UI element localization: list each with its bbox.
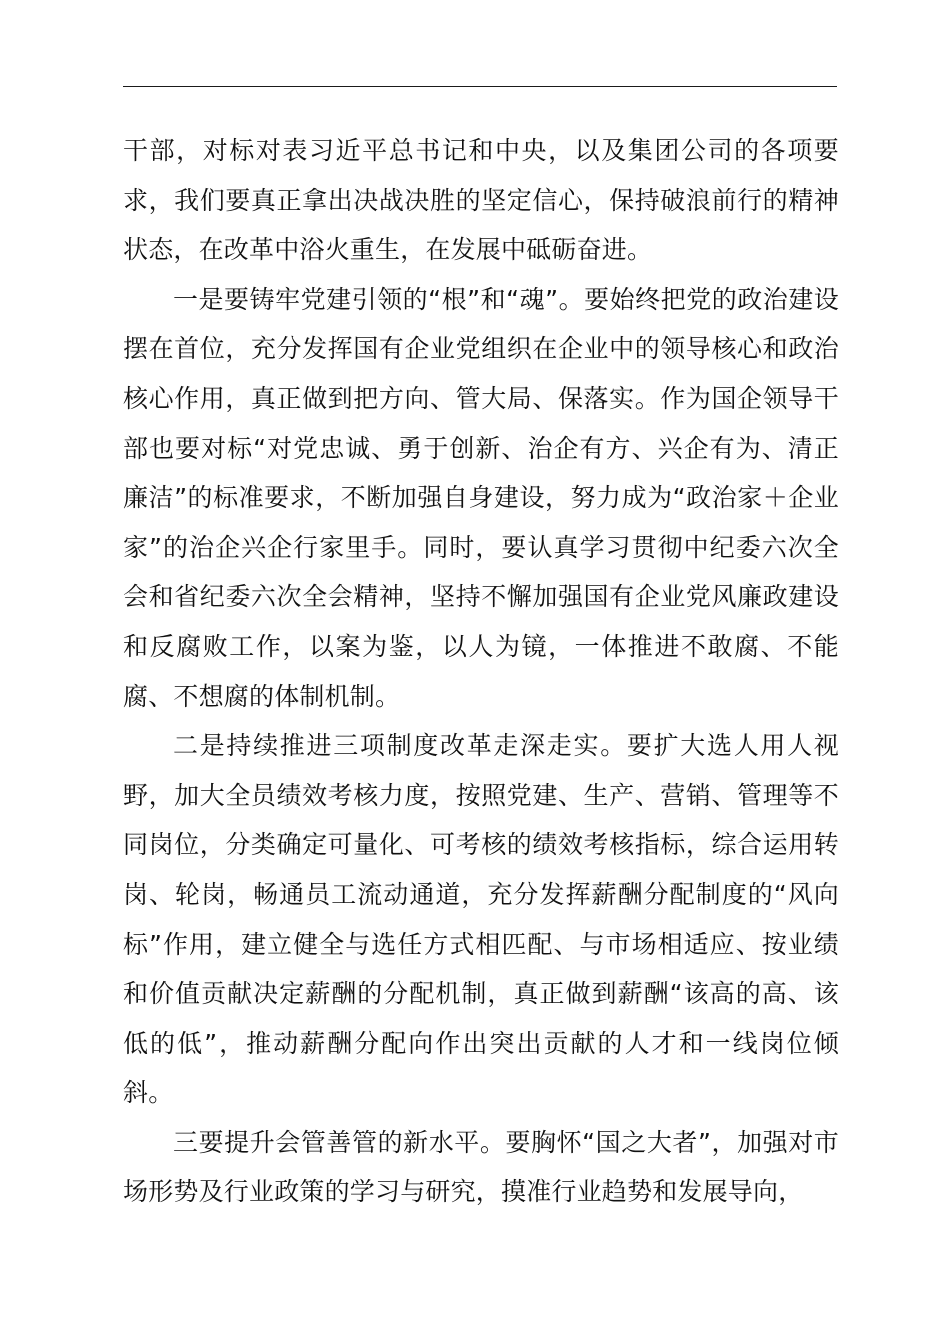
paragraph-party-building: 一是要铸牢党建引领的“根”和“魂”。要始终把党的政治建设摆在首位，充分发挥国有企业党组织在企业中的领导核心和政治核心作用，真正做到把方向、管大局、保落实。作为国企领导干部也要对标“对党忠诚、勇于创新、治企有方、兴企有为、清正廉洁”的标准要求，不断加强自身建设，努力成为“政治家＋企业家”的治企兴企行家里手。同时，要认真学习贯彻中纪委六次全会和省纪委六次全会精神，坚持不懈加强国有企业党风廉政建设和反腐败工作，以案为鉴，以人为镜，一体推进不敢腐、不能腐、不想腐的体制机制。 [123,284,839,711]
header-rule [123,86,837,87]
paragraph-management-level: 三要提升会管善管的新水平。要胸怀“国之大者”，加强对市场形势及行业政策的学习与研究，摸准行业趋势和发展导向， [123,1127,839,1207]
document-body [123,126,839,1217]
paragraph-three-systems-reform: 二是持续推进三项制度改革走深走实。要扩大选人用人视野，加大全员绩效考核力度，按照党建、生产、营销、管理等不同岗位，分类确定可量化、可考核的绩效考核指标，综合运用转岗、轮岗，畅通员工流动通道，充分发挥薪酬分配制度的“风向标”作用，建立健全与选任方式相匹配、与市场相适应、按业绩和价值贡献决定薪酬的分配机制，真正做到薪酬“该高的高、该低的低”，推动薪酬分配向作出突出贡献的人才和一线岗位倾斜。 [123,731,839,1108]
paragraph-continuation: 干部，对标对表习近平总书记和中央，以及集团公司的各项要求，我们要真正拿出决战决胜的坚定信心，保持破浪前行的精神状态，在改革中浴火重生，在发展中砥砺奋进。 [123,136,839,265]
